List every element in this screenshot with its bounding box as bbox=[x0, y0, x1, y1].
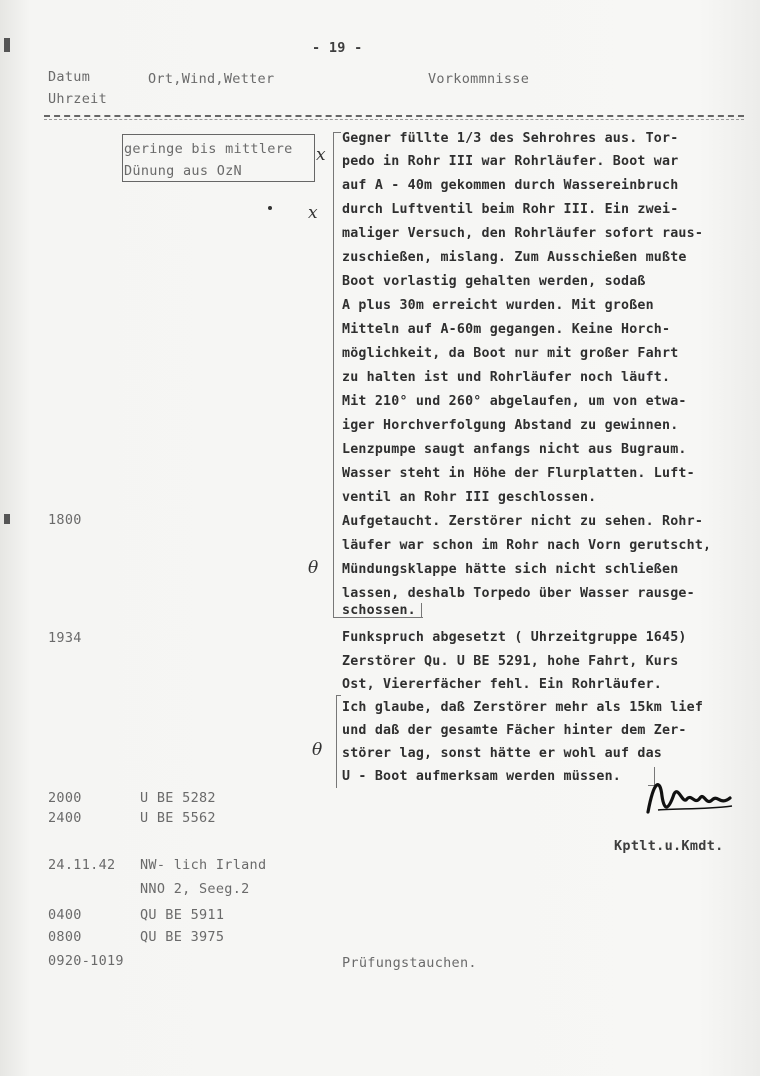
log-position: U BE 5562 bbox=[140, 810, 216, 826]
log-time: 0920-1019 bbox=[48, 953, 124, 969]
entry-line: störer lag, sonst hätte er wohl auf das bbox=[342, 746, 663, 761]
margin-mark-icon: θ bbox=[308, 558, 319, 578]
body-line: durch Luftventil beim Rohr III. Ein zwei- bbox=[342, 202, 679, 217]
entry-line: Aufgetaucht. Zerstörer nicht zu sehen. Rohr- bbox=[342, 514, 704, 529]
body-line: auf A - 40m gekommen durch Wassereinbruch bbox=[342, 178, 679, 193]
body-line: iger Horchverfolgung Abstand zu gewinnen. bbox=[342, 418, 679, 433]
log-event: Prüfungstauchen. bbox=[342, 955, 477, 971]
log-position: U BE 5282 bbox=[140, 790, 216, 806]
log-location: NW- lich Irland bbox=[140, 857, 267, 873]
body-line: Wasser steht in Höhe der Flurplatten. Luft- bbox=[342, 466, 695, 481]
entry-line: schossen. bbox=[342, 603, 416, 618]
header-location-weather: Ort,Wind,Wetter bbox=[148, 71, 275, 87]
entry-line: Funkspruch abgesetzt ( Uhrzeitgruppe 1645) bbox=[342, 630, 687, 645]
opinion-bracket bbox=[336, 695, 341, 788]
log-date: 24.11.42 bbox=[48, 857, 116, 873]
body-line: zu halten ist und Rohrläufer noch läuft. bbox=[342, 370, 671, 385]
entry-line: Mündungsklappe hätte sich nicht schließen bbox=[342, 562, 679, 577]
log-time: 0800 bbox=[48, 929, 82, 945]
entry-line: und daß der gesamte Fächer hinter dem Zer- bbox=[342, 723, 687, 738]
entry-time: 1800 bbox=[48, 512, 82, 528]
entry-line: U - Boot aufmerksam werden müssen. bbox=[342, 769, 621, 784]
weather-line-1: geringe bis mittlere bbox=[124, 141, 293, 157]
body-line: zuschießen, mislang. Zum Ausschießen mußte bbox=[342, 250, 687, 265]
log-position: QU BE 5911 bbox=[140, 907, 225, 923]
bracket-open bbox=[333, 132, 341, 133]
body-line: Gegner füllte 1/3 des Sehrohres aus. Tor- bbox=[342, 131, 679, 146]
header-rule-secondary bbox=[44, 119, 744, 120]
page-number: - 19 - bbox=[312, 40, 363, 56]
log-time: 2000 bbox=[48, 790, 82, 806]
body-line: Mitteln auf A-60m gegangen. Keine Horch- bbox=[342, 322, 671, 337]
log-position: QU BE 3975 bbox=[140, 929, 225, 945]
log-time: 2400 bbox=[48, 810, 82, 826]
weather-line-2: Dünung aus OzN bbox=[124, 163, 242, 179]
binding-hole-mark bbox=[4, 38, 10, 52]
entry-line: läufer war schon im Rohr nach Vorn gerutscht, bbox=[342, 538, 712, 553]
bracket-close-tick bbox=[421, 603, 422, 618]
body-line: Mit 210° und 260° abgelaufen, um von etwa- bbox=[342, 394, 687, 409]
body-line: A plus 30m erreicht wurden. Mit großen bbox=[342, 298, 654, 313]
body-line: Boot vorlastig gehalten werden, sodaß bbox=[342, 274, 646, 289]
header-rule bbox=[44, 115, 744, 117]
header-time: Uhrzeit bbox=[48, 91, 107, 107]
entry-time: 1934 bbox=[48, 630, 82, 646]
body-line: pedo in Rohr III war Rohrläufer. Boot war bbox=[342, 154, 679, 169]
header-date: Datum bbox=[48, 69, 91, 85]
margin-mark-icon: θ bbox=[312, 740, 323, 760]
margin-mark-icon: x bbox=[316, 145, 326, 165]
body-line: möglichkeit, da Boot nur mit großer Fahrt bbox=[342, 346, 679, 361]
entry-line: lassen, deshalb Torpedo über Wasser rausge- bbox=[342, 586, 695, 601]
log-time: 0400 bbox=[48, 907, 82, 923]
signature-image bbox=[640, 772, 740, 822]
entry-line: Ich glaube, daß Zerstörer mehr als 15km lief bbox=[342, 700, 704, 715]
ink-dot bbox=[268, 206, 272, 210]
entry-line: Ost, Viererfächer fehl. Ein Rohrläufer. bbox=[342, 677, 663, 692]
entry-line: Zerstörer Qu. U BE 5291, hohe Fahrt, Kurs bbox=[342, 654, 679, 669]
weather-box-edge bbox=[306, 134, 315, 182]
log-weather: NNO 2, Seeg.2 bbox=[140, 881, 250, 897]
margin-mark-icon: x bbox=[308, 203, 318, 223]
body-line: ventil an Rohr III geschlossen. bbox=[342, 490, 597, 505]
signature-title: Kptlt.u.Kmdt. bbox=[614, 838, 724, 854]
body-line: Lenzpumpe saugt anfangs nicht aus Bugraum. bbox=[342, 442, 687, 457]
body-line: maliger Versuch, den Rohrläufer sofort raus- bbox=[342, 226, 704, 241]
binding-hole-mark bbox=[4, 514, 10, 524]
margin-bracket bbox=[333, 132, 334, 618]
header-events: Vorkommnisse bbox=[428, 71, 530, 87]
